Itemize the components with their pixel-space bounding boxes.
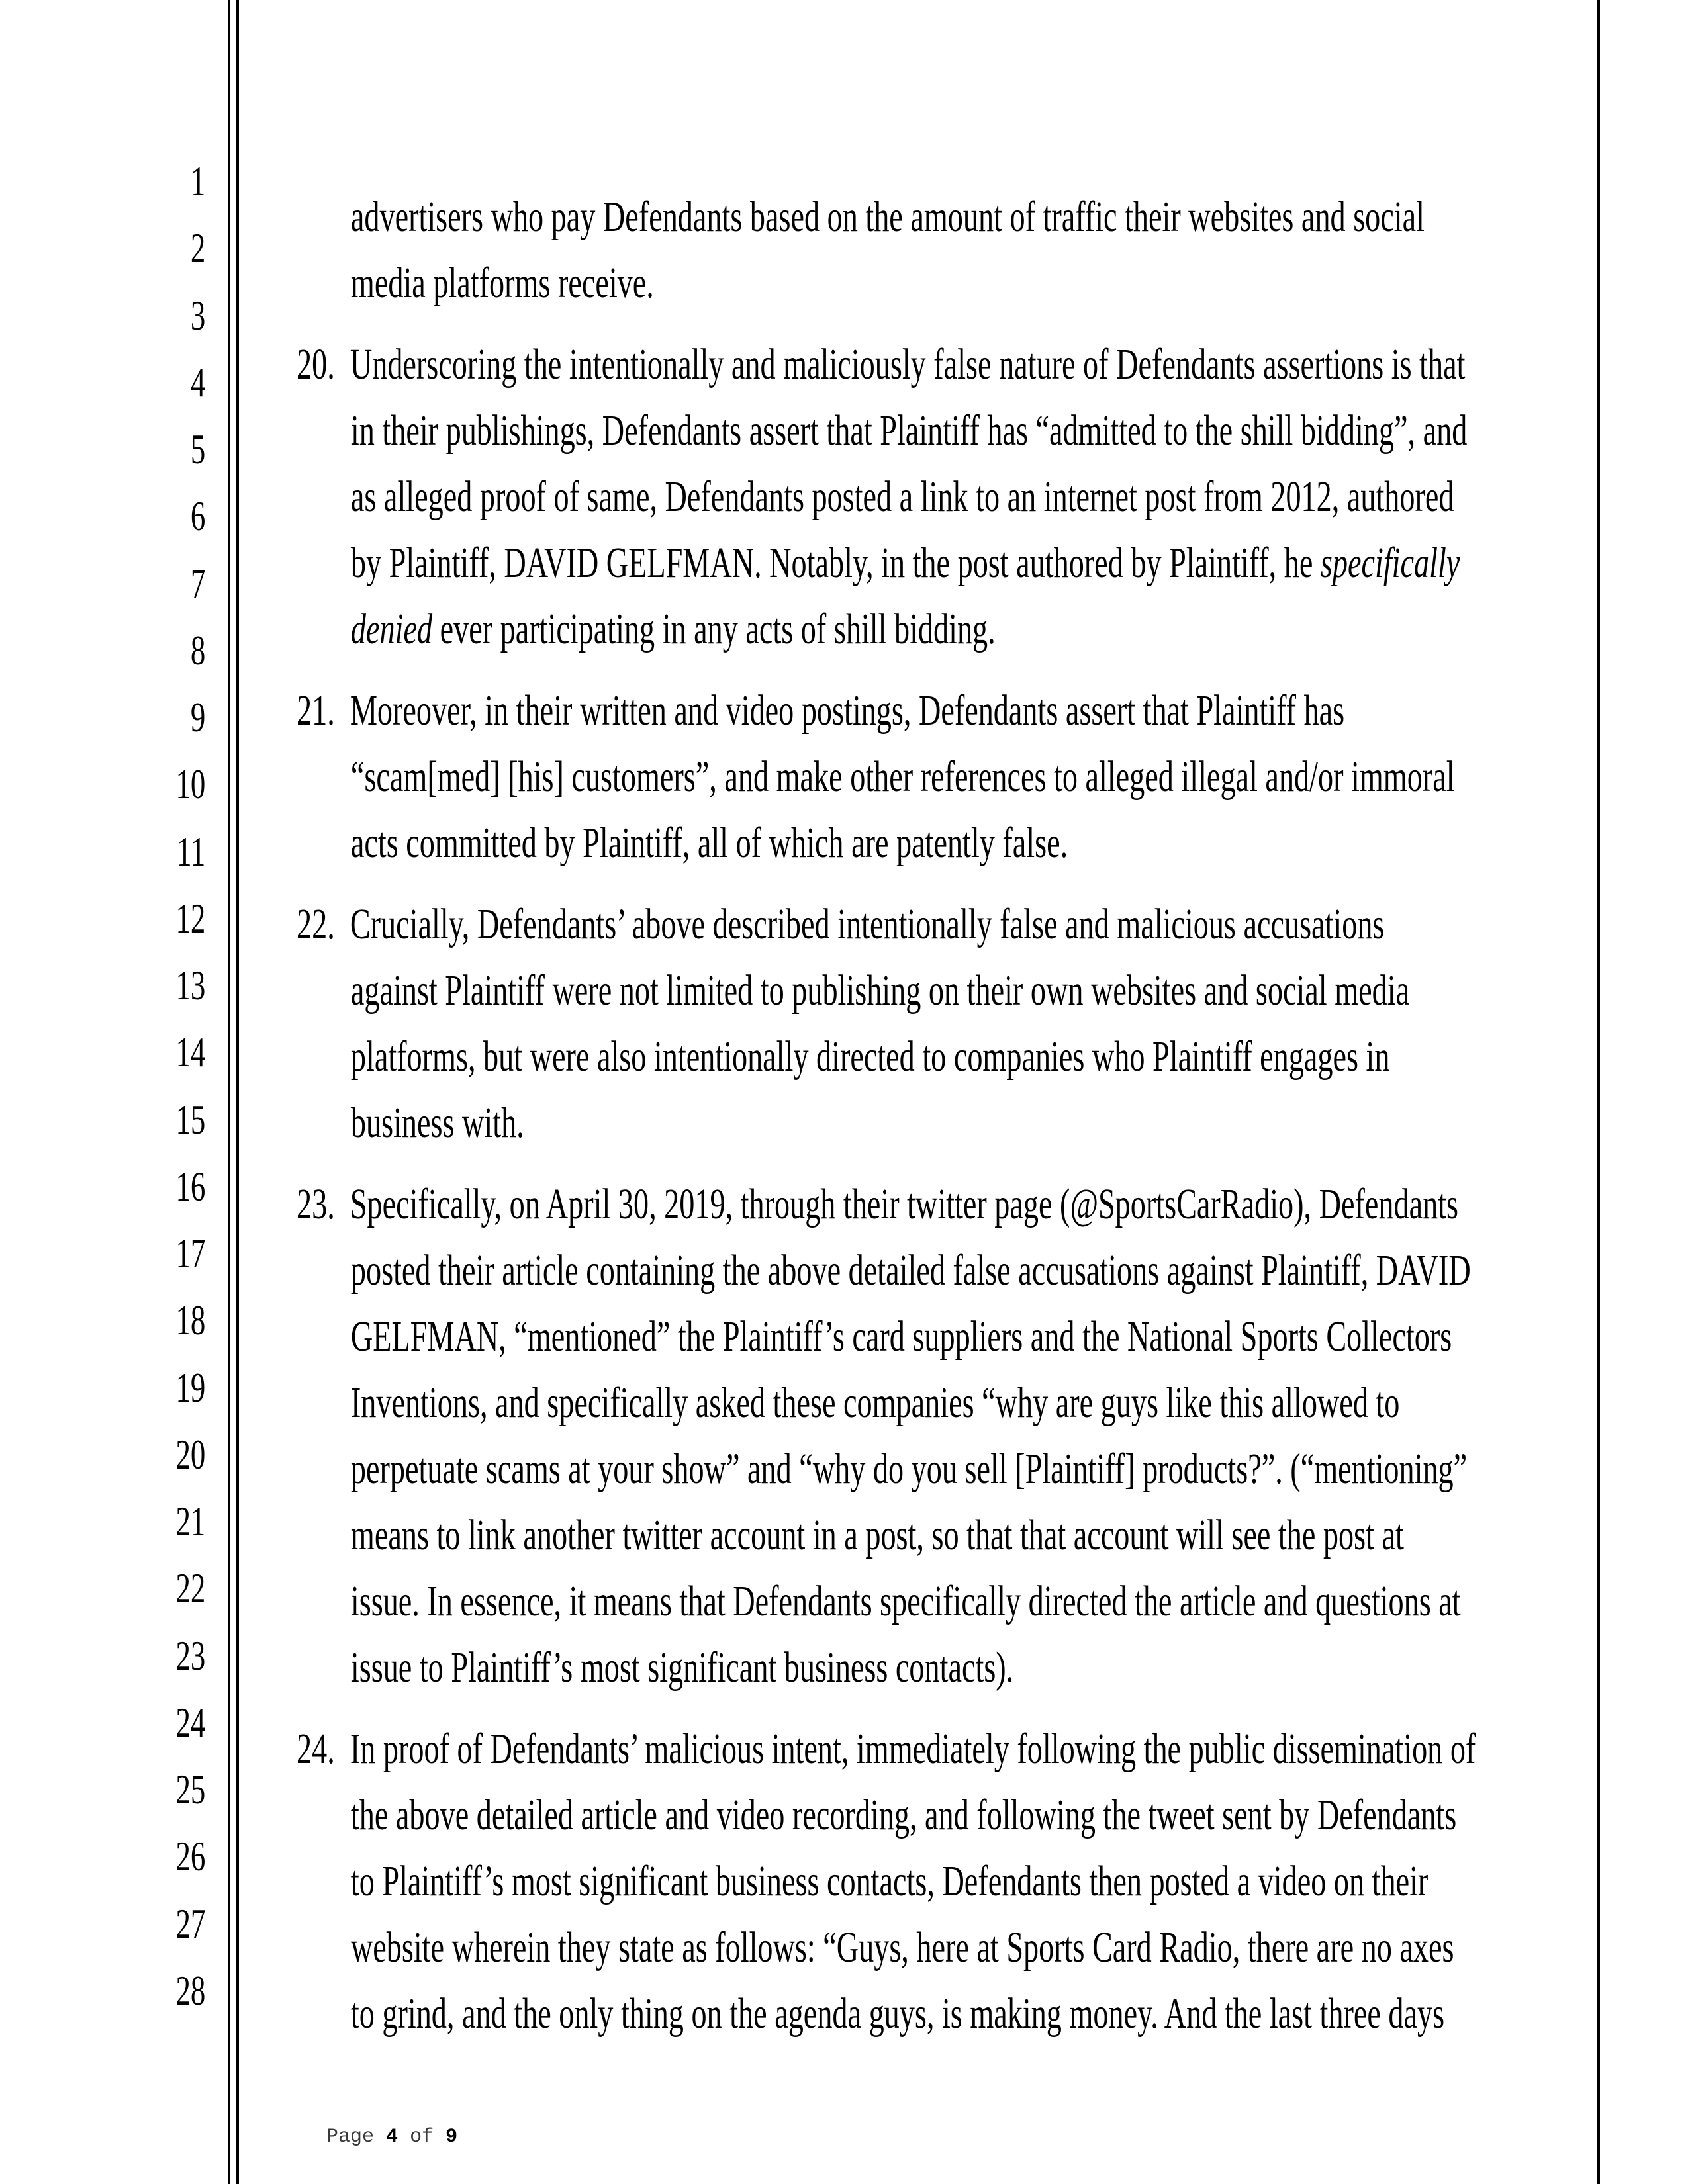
body-line: as alleged proof of same, Defendants posted a link to an internet post from 2012, authored — [350, 473, 1454, 521]
body-text: ever participating in any acts of shill bidding. — [432, 605, 996, 653]
line-number: 7 — [190, 559, 206, 607]
line-number: 27 — [175, 1899, 206, 1947]
line-number: 5 — [190, 426, 206, 473]
body-line: “scam[med] [his] customers”, and make other references to alleged illegal and/or immoral — [350, 752, 1455, 801]
line-number: 21 — [175, 1498, 206, 1545]
pleading-double-rule-outer — [228, 0, 230, 2184]
body-line: advertisers who pay Defendants based on the amount of traffic their websites and social — [350, 193, 1425, 241]
line-number: 3 — [190, 291, 206, 339]
line-number: 9 — [190, 694, 206, 741]
body-line: 23. Specifically, on April 30, 2019, through their twitter page (@SportsCarRadio), Defendants — [297, 1180, 1459, 1228]
body-text-italic: specifically — [1320, 539, 1460, 587]
line-number-column — [99, 148, 205, 2024]
line-number: 23 — [175, 1631, 206, 1679]
line-number: 22 — [175, 1565, 206, 1612]
line-number: 11 — [177, 827, 206, 875]
line-number: 10 — [175, 760, 206, 808]
page-footer-of: of — [410, 2126, 434, 2148]
body-text: by Plaintiff, DAVID GELFMAN. Notably, in the post authored by Plaintiff, he — [350, 539, 1321, 587]
body-line: the above detailed article and video recording, and following the tweet sent by Defendants — [350, 1791, 1457, 1839]
page-footer — [326, 2126, 457, 2148]
line-number: 19 — [175, 1363, 206, 1411]
body-line: perpetuate scams at your show” and “why do you sell [Plaintiff] products?”. (“mentioning” — [350, 1445, 1468, 1493]
body-line: GELFMAN, “mentioned” the Plaintiff’s card suppliers and the National Sports Collectors — [350, 1312, 1452, 1361]
body-line: to grind, and the only thing on the agenda guys, is making money. And the last three days — [350, 1989, 1445, 2038]
document-body — [297, 169, 1575, 2062]
line-number: 13 — [175, 962, 206, 1009]
line-number: 8 — [190, 626, 206, 674]
line-number: 15 — [175, 1095, 206, 1143]
body-line: means to link another twitter account in a post, so that that account will see the post at — [350, 1511, 1404, 1559]
line-number: 28 — [175, 1966, 206, 2014]
pleading-right-rule — [1597, 0, 1600, 2184]
line-number: 24 — [175, 1698, 206, 1746]
body-line: in their publishings, Defendants assert that Plaintiff has “admitted to the shill bidding”, and — [350, 406, 1468, 455]
pleading-double-rule-inner — [236, 0, 239, 2184]
line-number: 26 — [175, 1833, 206, 1880]
line-number: 20 — [175, 1430, 206, 1478]
line-number: 25 — [175, 1766, 206, 1813]
body-line: against Plaintiff were not limited to publishing on their own websites and social media — [350, 966, 1410, 1015]
line-number: 12 — [175, 894, 206, 942]
body-line — [351, 596, 1575, 662]
body-line: 22. Crucially, Defendants’ above described intentionally false and malicious accusations — [297, 900, 1385, 948]
line-number: 4 — [190, 358, 206, 406]
body-line: posted their article containing the above detailed false accusations against Plaintiff, DAVID — [350, 1246, 1471, 1295]
body-line: issue. In essence, it means that Defendants specifically directed the article and questions at — [350, 1577, 1461, 1625]
body-line — [351, 530, 1575, 596]
body-line: website wherein they state as follows: “Guys, here at Sports Card Radio, there are no axes — [350, 1923, 1454, 1972]
line-number: 14 — [175, 1028, 206, 1076]
line-number: 2 — [190, 224, 206, 272]
line-number: 6 — [190, 492, 206, 540]
body-line: 24. In proof of Defendants’ malicious intent, immediately following the public dissemination of — [297, 1725, 1476, 1773]
body-line: acts committed by Plaintiff, all of which are patently false. — [350, 819, 1068, 867]
body-text-italic: denied — [350, 605, 433, 653]
line-number: 1 — [190, 158, 206, 205]
page-footer-label: Page — [326, 2126, 375, 2148]
body-line: business with. — [350, 1099, 524, 1147]
page-footer-current: 4 — [386, 2126, 399, 2148]
body-line: platforms, but were also intentionally directed to companies who Plaintiff engages in — [350, 1032, 1390, 1081]
line-number: 17 — [175, 1230, 206, 1277]
line-number: 18 — [175, 1297, 206, 1344]
body-line: issue to Plaintiff’s most significant business contacts). — [350, 1643, 1014, 1692]
line-number: 16 — [175, 1162, 206, 1210]
body-line: 21. Moreover, in their written and video postings, Defendants assert that Plaintiff has — [297, 686, 1345, 735]
body-line: media platforms receive. — [350, 259, 654, 307]
body-line: Inventions, and specifically asked these companies “why are guys like this allowed to — [350, 1379, 1400, 1427]
body-line: 20. Underscoring the intentionally and maliciously false nature of Defendants assertions is that — [297, 340, 1466, 388]
body-line: to Plaintiff’s most significant business contacts, Defendants then posted a video on their — [350, 1857, 1429, 1905]
page-footer-total: 9 — [445, 2126, 458, 2148]
